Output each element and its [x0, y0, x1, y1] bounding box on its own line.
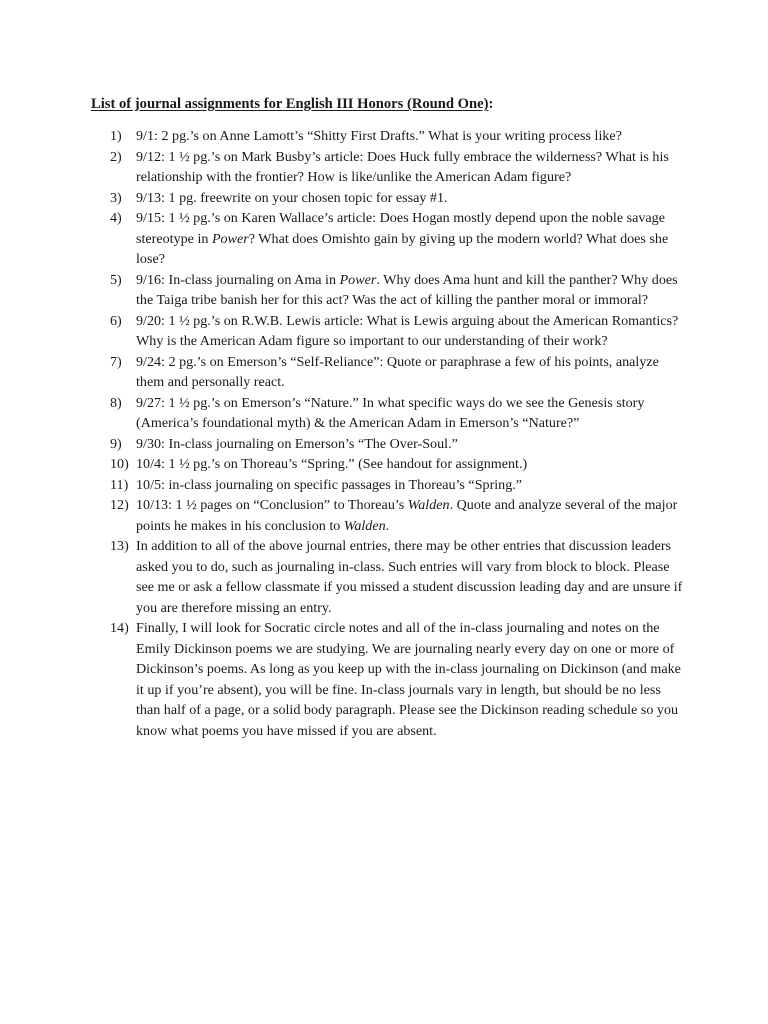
assignment-title-italic: Power [339, 271, 377, 288]
assignment-text-segment: 9/1: 2 pg.’s on Anne Lamott’s “Shitty First Drafts.” What is your writing process like? [136, 128, 622, 144]
assignment-text-segment: ? What does Omishto gain by giving up the modern world? What does she lose? [136, 230, 669, 267]
assignment-text-segment: 10/4: 1 ½ pg.’s on Thoreau’s “Spring.” (See handout for assignment.) [136, 456, 528, 472]
assignment-text-segment: Finally, I will look for Socratic circle notes and all of the in-class journaling and notes on the Emily Dickinson poems we are studying. We are journaling nearly every day on one or more of Dickinson’s poems. As long as you keep up with the in-class journaling on Dickinson (and make it up if you’re absent), you will be fine. In-class journals vary in length, but should be no less than half of a page, or a solid body paragraph. Please see the Dickinson reading schedule so you know what poems you have missed if you are absent. [136, 620, 681, 739]
assignment-item [110, 434, 685, 455]
assignment-item [110, 147, 685, 188]
assignment-text-segment: 9/12: 1 ½ pg.’s on Mark Busby’s article: Does Huck fully embrace the wilderness? What is his relationship with the frontier? How is like/unlike the American Adam figure? [136, 148, 669, 185]
assignment-number: 12) [110, 497, 129, 513]
assignment-text-segment: . Quote and analyze several of the major points he makes in his conclusion to [136, 497, 678, 534]
assignment-text [136, 208, 685, 270]
assignment-number: 7) [110, 353, 122, 370]
assignment-title-italic: Walden [407, 497, 450, 513]
assignment-number: 11) [110, 476, 129, 493]
assignment-item [110, 536, 685, 618]
assignment-text-segment: 9/20: 1 ½ pg.’s on R.W.B. Lewis article: What is Lewis arguing about the American Romantics? Why is the American Adam figure so important to our understanding of their work? [136, 312, 679, 349]
assignment-item [110, 618, 685, 741]
assignment-text [136, 126, 685, 147]
assignment-text [136, 270, 685, 311]
assignment-text-segment: 9/27: 1 ½ pg.’s on Emerson’s “Nature.” In what specific ways do we see the Genesis story (America’s foundational myth) & the American Adam in Emerson’s “Nature?” [136, 394, 645, 431]
assignment-number: 14) [110, 620, 129, 636]
assignment-item [110, 393, 685, 434]
assignment-title-italic: Walden [343, 517, 386, 534]
assignment-text-segment: 9/30: In-class journaling on Emerson’s “The Over-Soul.” [136, 435, 458, 452]
assignment-item [110, 454, 685, 475]
assignment-item [110, 311, 685, 352]
assignment-text [136, 536, 685, 618]
assignment-number: 5) [110, 271, 122, 288]
assignment-text-segment: 10/5: in-class journaling on specific passages in Thoreau’s “Spring.” [136, 476, 523, 493]
assignment-text [136, 352, 685, 393]
assignment-number: 8) [110, 394, 122, 411]
assignment-text [136, 393, 685, 434]
assignment-number: 13) [110, 538, 129, 554]
assignment-item [110, 352, 685, 393]
assignment-text [136, 454, 685, 475]
assignment-text [136, 188, 685, 209]
document-title [91, 94, 493, 114]
assignment-text [136, 475, 685, 496]
assignment-text-segment: 10/13: 1 ½ pages on “Conclusion” to Thoreau’s [136, 497, 408, 513]
assignment-item [110, 475, 685, 496]
assignment-text-segment: 9/16: In-class journaling on Ama in [136, 271, 340, 288]
assignment-number: 2) [110, 148, 122, 165]
assignment-number: 1) [110, 128, 122, 144]
assignment-item [110, 126, 685, 147]
assignment-text-segment: . Why does Ama hunt and kill the panther? Why does the Taiga tribe banish her for this act? Was the act of killing the panther moral or immoral? [136, 271, 678, 308]
assignment-number: 9) [110, 435, 122, 452]
assignment-number: 4) [110, 210, 122, 226]
assignment-text-segment: In addition to all of the above journal entries, there may be other entries that discussion leaders asked you to do, such as journaling in-class. Such entries will vary from block to block. Please see me or ask a fellow classmate if you missed a student discussion leading day and are unsure if you are therefore missing an entry. [136, 538, 683, 616]
assignment-item [110, 188, 685, 209]
assignment-text [136, 434, 685, 455]
assignment-title-italic: Power [211, 230, 249, 247]
assignment-list [110, 126, 685, 741]
assignment-text [136, 147, 685, 188]
assignment-number: 6) [110, 312, 122, 329]
assignment-item [110, 208, 685, 270]
assignment-number: 3) [110, 189, 122, 206]
assignment-text-segment: 9/13: 1 pg. freewrite on your chosen topic for essay #1. [136, 189, 448, 206]
assignment-item [110, 270, 685, 311]
assignment-text [136, 618, 685, 741]
document-title-text: List of journal assignments for English III Honors (Round One) [91, 96, 489, 112]
assignment-text [136, 495, 685, 536]
assignment-item [110, 495, 685, 536]
assignment-text-segment: 9/15: 1 ½ pg.’s on Karen Wallace’s article: Does Hogan mostly depend upon the noble savage stereotype in [136, 210, 665, 247]
assignment-text-segment: . [385, 517, 390, 534]
document-title-colon: : [488, 96, 494, 112]
assignment-text [136, 311, 685, 352]
assignment-number: 10) [110, 456, 129, 472]
assignment-text-segment: 9/24: 2 pg.’s on Emerson’s “Self-Reliance”: Quote or paraphrase a few of his points, analyze them and personally react. [136, 353, 659, 390]
